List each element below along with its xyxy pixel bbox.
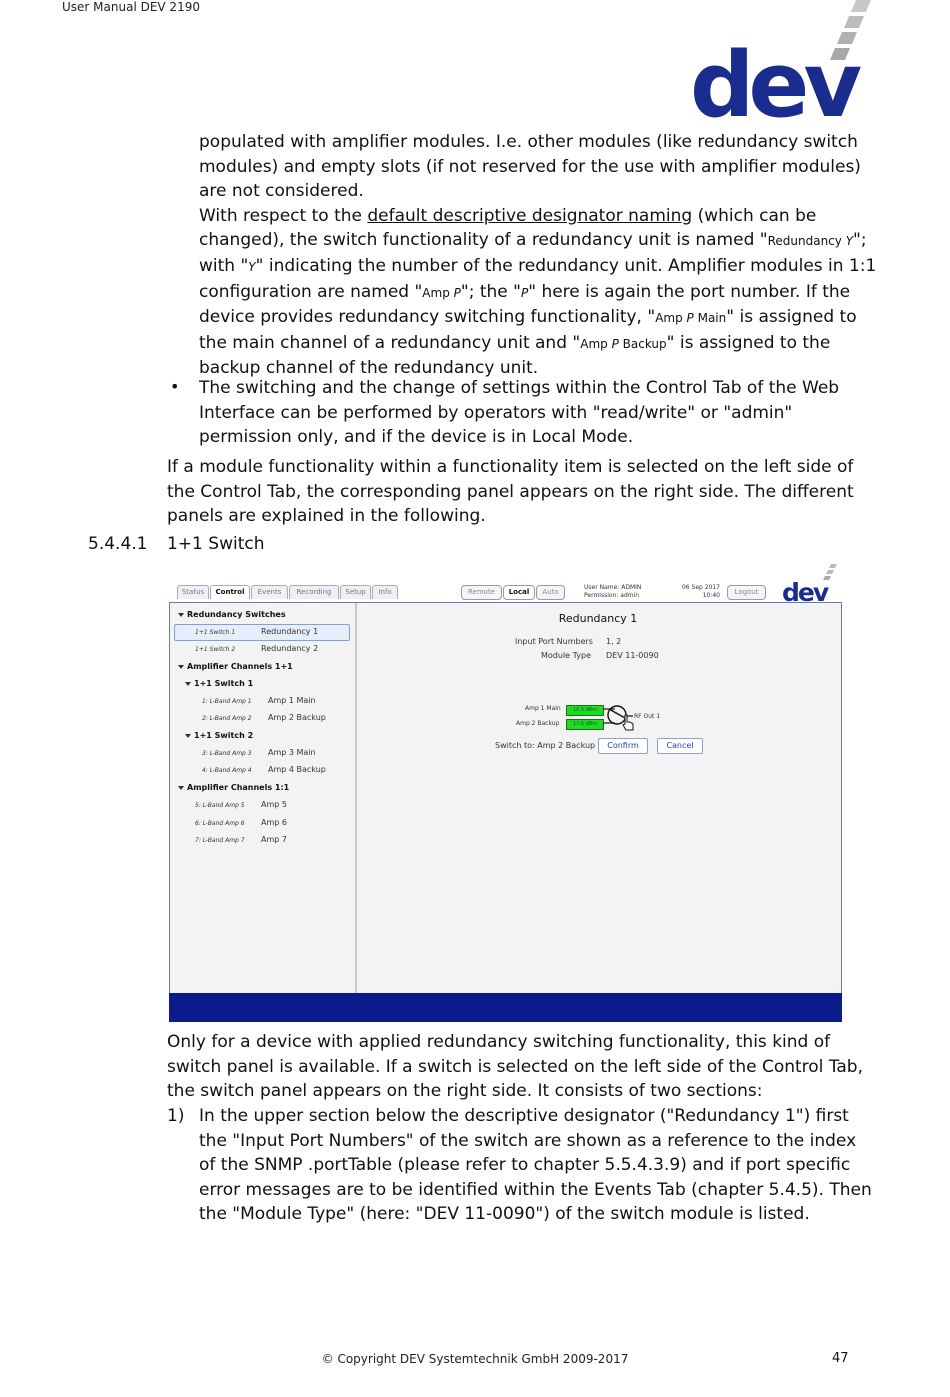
tab-bar xyxy=(169,562,842,602)
date: 06 Sep 2017 xyxy=(681,584,720,591)
amp2-level-indicator: 17.6 dBm xyxy=(566,719,604,730)
module-type-value: DEV 11-0090 xyxy=(606,651,659,660)
module-type-label: Module Type xyxy=(541,651,592,660)
tab-events[interactable]: Events xyxy=(251,585,288,599)
tab-control[interactable]: Control xyxy=(210,585,250,599)
dev-logo xyxy=(688,0,873,122)
control-frame xyxy=(169,602,842,994)
svg-text:dev: dev xyxy=(782,578,828,602)
tree-switch-2[interactable]: 1+1 Switch 2 xyxy=(185,731,253,740)
tree-item-amp-4[interactable]: 4: L-Band Amp 4 Amp 4 Backup xyxy=(202,765,326,774)
list-item: In the upper section below the descriptive designator ("Redundancy 1") first the "Input Port Numbers" of the switch are shown as a reference to the index of the SNMP .portTable (please refer to chapter 5.5.4.3.9) and if port specific error messages are to be identified within the Events Tab (chapter 5.4.5). Then the "Module Type" (here: "DEV 11-0090") of the switch module is listed. xyxy=(199,1106,872,1225)
page-number: 47 xyxy=(832,1351,849,1366)
list-number: 1) xyxy=(167,1106,185,1126)
tree-item-redundancy-1[interactable]: 1+1 Switch 1 Redundancy 1 xyxy=(195,627,319,636)
permission: Permission: admin xyxy=(584,592,640,599)
rf-out-label: RF Out 1 xyxy=(634,713,661,720)
amp2-backup-label: Amp 2 Backup xyxy=(516,720,560,727)
amp1-main-label: Amp 1 Main xyxy=(525,705,561,712)
section-title: 1+1 Switch xyxy=(167,534,265,554)
time: 10:40 xyxy=(702,592,720,599)
document-header: User Manual DEV 2190 xyxy=(62,0,200,14)
status-bar xyxy=(169,993,842,1022)
paragraph: populated with amplifier modules. I.e. other modules (like redundancy switch modules) and empty slots (if not reserved for the use with amplifier modules) are not considered. With respect to the default descriptive designator naming (which can be changed), the switch functionality of a redundancy unit is named "Redundancy Y"; with "Y" indicating the number of the redundancy unit. Amplifier modules in 1:1 configuration are named "Amp P"; the "P" here is again the port number. If the device provides redundancy switching functionality, "Amp P Main" is assigned to the main channel of a redundancy unit and "Amp P Backup" is assigned to the backup channel of the redundancy unit. xyxy=(199,132,877,379)
tree-amplifier-channels-1to1[interactable]: Amplifier Channels 1:1 xyxy=(178,783,289,792)
tree-item-amp-1[interactable]: 1: L-Band Amp 1 Amp 1 Main xyxy=(202,696,316,705)
cancel-button[interactable]: Cancel xyxy=(657,738,703,754)
switch-panel xyxy=(357,603,841,993)
tree-amplifier-channels-1plus1[interactable]: Amplifier Channels 1+1 xyxy=(178,662,293,671)
hand-cursor-icon xyxy=(621,714,635,732)
tree-item-amp-6[interactable]: 6: L-Band Amp 6 Amp 6 xyxy=(195,818,287,827)
tab-status[interactable]: Status xyxy=(177,585,209,599)
tree-item-redundancy-2[interactable]: 1+1 Switch 2 Redundancy 2 xyxy=(195,644,319,653)
input-port-numbers-value: 1, 2 xyxy=(606,637,622,646)
link-default-designator-naming[interactable]: default descriptive designator naming xyxy=(367,205,693,226)
date-time xyxy=(677,584,720,600)
tab-setup[interactable]: Setup xyxy=(340,585,371,599)
footer-copyright: © Copyright DEV Systemtechnik GmbH 2009-2017 xyxy=(321,1352,629,1366)
functionality-tree xyxy=(170,603,357,993)
tree-item-amp-3[interactable]: 3: L-Band Amp 3 Amp 3 Main xyxy=(202,748,316,757)
user-name: User Name: ADMIN xyxy=(584,584,642,591)
dev-mini-logo xyxy=(781,564,839,602)
tree-item-amp-2[interactable]: 2: L-Band Amp 2 Amp 2 Backup xyxy=(202,713,326,722)
tab-recording[interactable]: Recording xyxy=(289,585,339,599)
section-number: 5.4.4.1 xyxy=(88,534,148,554)
tab-info[interactable]: Info xyxy=(372,585,398,599)
user-info xyxy=(584,584,641,600)
svg-text:dev: dev xyxy=(690,33,857,122)
remote-button[interactable]: Remote xyxy=(461,585,502,600)
web-interface-screenshot xyxy=(169,562,842,1022)
logout-button[interactable]: Logout xyxy=(727,585,766,600)
bullet-item: The switching and the change of settings within the Control Tab of the Web Interface can be performed by operators with "read/write" or "admin" permission only, and if the device is in Local Mode. xyxy=(199,378,840,448)
paragraph: Only for a device with applied redundancy switching functionality, this kind of switch panel is available. If a switch is selected on the left side of the Control Tab, the switch panel appears on the right side. It consists of two sections: xyxy=(167,1032,863,1102)
input-port-numbers-label: Input Port Numbers xyxy=(515,637,593,646)
tree-item-amp-7[interactable]: 7: L-Band Amp 7 Amp 7 xyxy=(195,835,287,844)
tree-redundancy-switches[interactable]: Redundancy Switches xyxy=(178,610,286,619)
panel-title: Redundancy 1 xyxy=(558,612,638,625)
tree-switch-1[interactable]: 1+1 Switch 1 xyxy=(185,679,253,688)
local-button[interactable]: Local xyxy=(503,585,535,600)
auto-button[interactable]: Auto xyxy=(536,585,565,600)
switch-to-label: Switch to: Amp 2 Backup xyxy=(495,741,596,750)
amp1-level-indicator: 10.5 dBm xyxy=(566,705,604,716)
tree-item-amp-5[interactable]: 5: L-Band Amp 5 Amp 5 xyxy=(195,800,287,809)
confirm-button[interactable]: Confirm xyxy=(598,738,648,754)
bullet-marker: • xyxy=(170,377,180,396)
paragraph: If a module functionality within a functionality item is selected on the left side of the Control Tab, the corresponding panel appears on the right side. The different panels are explained in the following. xyxy=(167,457,854,527)
